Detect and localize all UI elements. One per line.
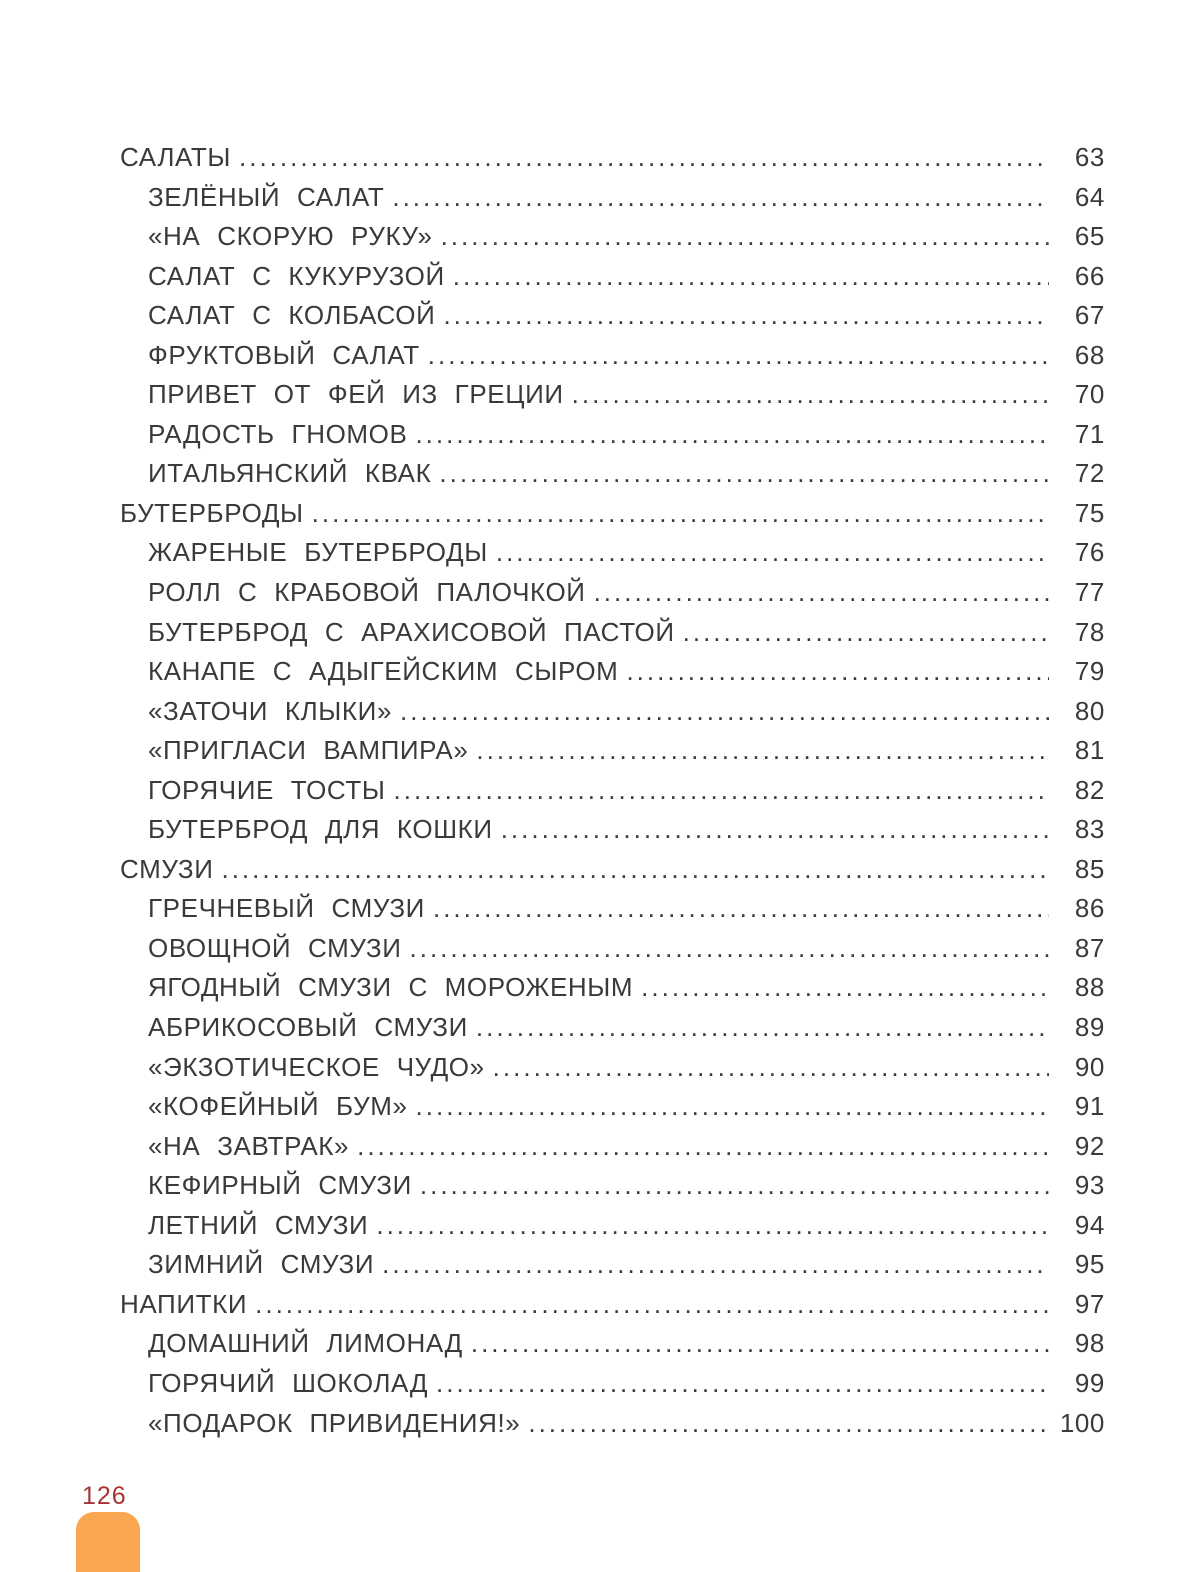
- toc-entry: [120, 1245, 1105, 1285]
- dot-leader: [392, 178, 1049, 218]
- toc-entry-title: ГОРЯЧИЕ ТОСТЫ: [148, 774, 386, 805]
- dot-leader: [415, 415, 1049, 455]
- toc-entry-page: 95: [1074, 1249, 1105, 1280]
- toc-entry-title: ЯГОДНЫЙ СМУЗИ С МОРОЖЕНЫМ: [148, 972, 634, 1003]
- toc-entry-page: 86: [1074, 893, 1105, 924]
- dot-leader: [496, 533, 1049, 573]
- toc-entry: [120, 217, 1105, 257]
- toc-entry-title: САЛАТЫ: [120, 142, 231, 172]
- toc-entry: [120, 336, 1105, 376]
- toc-entry-title: ЖАРЕНЫЕ БУТЕРБРОДЫ: [148, 537, 488, 568]
- dot-leader: [357, 1127, 1049, 1167]
- toc-entry-title: ИТАЛЬЯНСКИЙ КВАК: [148, 458, 432, 489]
- toc-entry: [120, 454, 1105, 494]
- toc-entry-page: 67: [1074, 300, 1105, 331]
- dot-leader: [641, 968, 1049, 1008]
- toc-entry-page: 76: [1074, 537, 1105, 568]
- toc-entry-title: «ПРИГЛАСИ ВАМПИРА»: [148, 735, 469, 766]
- toc-entry: [120, 810, 1105, 850]
- toc-entry-title: БУТЕРБРОДЫ: [120, 497, 304, 528]
- toc-entry-title: ЛЕТНИЙ СМУЗИ: [148, 1209, 369, 1240]
- toc-entry-page: 75: [1074, 497, 1105, 528]
- toc-entry-page: 81: [1074, 735, 1105, 766]
- toc-entry: [120, 296, 1105, 336]
- toc-entry: [120, 1127, 1105, 1167]
- toc-entry-title: «НА ЗАВТРАК»: [148, 1130, 350, 1161]
- dot-leader: [382, 1245, 1049, 1285]
- toc-entry-page: 64: [1074, 181, 1105, 212]
- toc-entry-title: ЗЕЛЁНЫЙ САЛАТ: [148, 181, 385, 212]
- dot-leader: [433, 889, 1049, 929]
- toc-entry-page: 85: [1074, 853, 1105, 884]
- toc-entry: [120, 178, 1105, 218]
- toc-entry-page: 90: [1074, 1051, 1105, 1082]
- toc-entry-page: 83: [1074, 814, 1105, 845]
- dot-leader: [476, 731, 1049, 771]
- toc-entry-title: ПРИВЕТ ОТ ФЕЙ ИЗ ГРЕЦИИ: [148, 379, 564, 410]
- toc-entry-title: ЗИМНИЙ СМУЗИ: [148, 1249, 375, 1280]
- toc-entry: [120, 968, 1105, 1008]
- dot-leader: [428, 336, 1049, 376]
- toc-entry-page: 92: [1074, 1130, 1105, 1161]
- dot-leader: [683, 613, 1049, 653]
- toc-entry-page: 99: [1074, 1367, 1105, 1398]
- dot-leader: [476, 1008, 1049, 1048]
- toc-entry: [120, 1285, 1105, 1325]
- dot-leader: [453, 257, 1049, 297]
- toc-entry-title: ФРУКТОВЫЙ САЛАТ: [148, 339, 420, 370]
- toc-entry-page: 66: [1074, 260, 1105, 291]
- dot-leader: [410, 929, 1050, 969]
- toc-entry: [120, 1008, 1105, 1048]
- toc-entry-title: «КОФЕЙНЫЙ БУМ»: [148, 1091, 408, 1122]
- toc-entry: [120, 415, 1105, 455]
- dot-leader: [420, 1166, 1049, 1206]
- dot-leader: [400, 692, 1049, 732]
- dot-leader: [471, 1324, 1049, 1364]
- toc-entry-page: 72: [1074, 458, 1105, 489]
- toc-entry: [120, 1364, 1105, 1404]
- dot-leader: [594, 573, 1049, 613]
- dot-leader: [436, 1364, 1049, 1404]
- toc-entry-page: 78: [1074, 616, 1105, 647]
- dot-leader: [443, 296, 1049, 336]
- dot-leader: [394, 771, 1049, 811]
- toc-entry-title: ГРЕЧНЕВЫЙ СМУЗИ: [148, 893, 425, 924]
- toc-entry-title: САЛАТ С КУКУРУЗОЙ: [148, 260, 445, 291]
- toc-entry-title: САЛАТ С КОЛБАСОЙ: [148, 300, 436, 331]
- toc-entry: [120, 929, 1105, 969]
- dot-leader: [572, 375, 1049, 415]
- toc-entry-page: 89: [1074, 1012, 1105, 1043]
- toc-entry-page: 100: [1059, 1407, 1105, 1438]
- toc-entry: [120, 889, 1105, 929]
- toc-entry: [120, 771, 1105, 811]
- toc-entry: [120, 652, 1105, 692]
- toc-entry-page: 93: [1074, 1170, 1105, 1201]
- toc-entry: [120, 1087, 1105, 1127]
- toc-entry-title: РОЛЛ С КРАБОВОЙ ПАЛОЧКОЙ: [148, 577, 586, 608]
- toc-entry: [120, 1206, 1105, 1246]
- toc-entry: [120, 375, 1105, 415]
- toc-entry-title: ДОМАШНИЙ ЛИМОНАД: [148, 1328, 463, 1359]
- toc-entry-page: 87: [1074, 932, 1105, 963]
- toc-entry-title: КЕФИРНЫЙ СМУЗИ: [148, 1170, 412, 1201]
- toc-entry: [120, 257, 1105, 297]
- toc-entry-title: АБРИКОСОВЫЙ СМУЗИ: [148, 1012, 468, 1043]
- dot-leader: [221, 850, 1049, 890]
- toc-entry: [120, 850, 1105, 890]
- toc-entry-page: 80: [1074, 695, 1105, 726]
- dot-leader: [501, 810, 1049, 850]
- toc-entry-title: СМУЗИ: [120, 853, 214, 884]
- toc-entry-title: «ЭКЗОТИЧЕСКОЕ ЧУДО»: [148, 1051, 485, 1082]
- toc-entry-title: БУТЕРБРОД С АРАХИСОВОЙ ПАСТОЙ: [148, 616, 675, 647]
- toc-entry-page: 91: [1074, 1091, 1105, 1122]
- toc-entry-page: 97: [1074, 1288, 1105, 1319]
- toc-entry-title: «НА СКОРУЮ РУКУ»: [148, 221, 433, 252]
- toc-entry-page: 82: [1074, 774, 1105, 805]
- toc-entry-title: РАДОСТЬ ГНОМОВ: [148, 418, 408, 449]
- toc-entry-title: НАПИТКИ: [120, 1288, 248, 1319]
- toc-entry-title: БУТЕРБРОД ДЛЯ КОШКИ: [148, 814, 493, 845]
- dot-leader: [416, 1087, 1049, 1127]
- toc-entry: [120, 1048, 1105, 1088]
- toc-entry-page: 65: [1074, 221, 1105, 252]
- toc-entry: [120, 613, 1105, 653]
- toc-entry: [120, 1166, 1105, 1206]
- dot-leader: [439, 454, 1049, 494]
- toc-entry: [120, 1324, 1105, 1364]
- dot-leader: [493, 1048, 1049, 1088]
- page-number: 126: [82, 1482, 127, 1510]
- toc-entry-title: ГОРЯЧИЙ ШОКОЛАД: [148, 1367, 429, 1398]
- page-corner-tab-decoration: [76, 1512, 140, 1572]
- dot-leader: [626, 652, 1049, 692]
- table-of-contents: [120, 138, 1105, 1443]
- dot-leader: [239, 138, 1049, 178]
- toc-entry: [120, 1404, 1105, 1444]
- toc-entry: [120, 573, 1105, 613]
- toc-entry-page: 77: [1074, 577, 1105, 608]
- toc-entry-title: КАНАПЕ С АДЫГЕЙСКИМ СЫРОМ: [148, 656, 619, 687]
- toc-entry-title: «ЗАТОЧИ КЛЫКИ»: [148, 695, 392, 726]
- toc-entry-title: ОВОЩНОЙ СМУЗИ: [148, 932, 402, 963]
- toc-entry-page: 71: [1074, 418, 1105, 449]
- dot-leader: [528, 1404, 1049, 1444]
- toc-entry-page: 70: [1074, 379, 1105, 410]
- toc-entry-page: 79: [1074, 656, 1105, 687]
- dot-leader: [441, 217, 1049, 257]
- toc-entry: [120, 731, 1105, 771]
- toc-entry: [120, 138, 1105, 178]
- toc-entry-page: 94: [1074, 1209, 1105, 1240]
- toc-entry-page: 98: [1074, 1328, 1105, 1359]
- toc-entry-page: 63: [1074, 142, 1105, 172]
- dot-leader: [255, 1285, 1049, 1325]
- toc-entry: [120, 692, 1105, 732]
- toc-entry-page: 88: [1074, 972, 1105, 1003]
- toc-entry: [120, 533, 1105, 573]
- dot-leader: [376, 1206, 1049, 1246]
- dot-leader: [312, 494, 1049, 534]
- toc-entry-title: «ПОДАРОК ПРИВИДЕНИЯ!»: [148, 1407, 521, 1438]
- toc-entry-page: 68: [1074, 339, 1105, 370]
- toc-entry: [120, 494, 1105, 534]
